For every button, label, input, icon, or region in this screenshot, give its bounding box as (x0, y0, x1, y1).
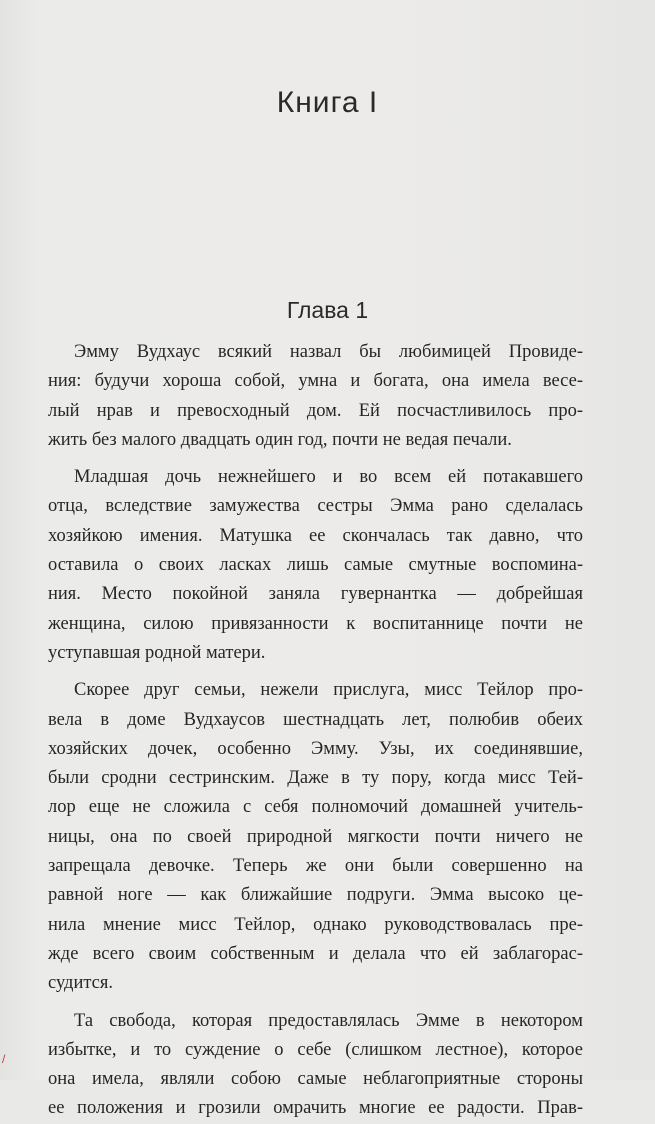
text-line: Та свобода, которая предоставлялась Эмме в некотором (74, 1010, 583, 1031)
text-line: Скорее друг семьи, нежели прислуга, мисс Тейлор про- (74, 680, 583, 701)
text-line: женщина, силою привязанности к воспитаннице почти не (48, 613, 583, 634)
chapter-title: Глава 1 (286, 297, 369, 323)
page-edge-mark: / (2, 1052, 6, 1066)
text-line: хозяйкою имения. Матушка ее скончалась так давно, что (48, 525, 583, 546)
text-line: хозяйских дочек, особенно Эмму. Узы, их соединявшие, (48, 738, 583, 759)
text-line: уступавшая родной матери. (48, 642, 266, 663)
text-line: ния. Место покойной заняла гувернантка — добрейшая (48, 584, 583, 605)
text-line: жить без малого двадцать один год, почти не ведая печали. (48, 429, 512, 450)
text-line: Эмму Вудхаус всякий назвал бы любимицей Провиде- (74, 342, 583, 362)
text-line: были сродни сестринским. Даже в ту пору, когда мисс Тей- (48, 768, 583, 789)
paragraph (48, 676, 583, 998)
text-line: нила мнение мисс Тейлор, однако руководствовалась пре- (48, 914, 583, 935)
text-line: оставила о своих ласках лишь самые смутные воспомина- (48, 555, 583, 576)
text-line: ее положения и грозили омрачить многие ее радости. Прав- (48, 1098, 583, 1119)
text-line: лор еще не сложила с себя полномочий домашней учитель- (48, 797, 583, 818)
text-line: лый нрав и превосходный дом. Ей посчастливилось про- (48, 400, 583, 421)
text-line: вела в доме Вудхаусов шестнадцать лет, полюбив обеих (48, 709, 583, 730)
book-title: Книга I (276, 86, 379, 119)
text-line: ницы, она по своей природной мягкости почти ничего не (48, 826, 583, 847)
text-line: Младшая дочь нежнейшего и во всем ей потакавшего (74, 467, 583, 488)
text-line: отца, вследствие замужества сестры Эмма рано сделалась (48, 496, 583, 517)
text-line: она имела, являли собою самые неблагоприятные стороны (48, 1069, 583, 1090)
paragraph (48, 463, 583, 668)
text-line: судится. (48, 973, 114, 994)
paragraph (48, 1007, 583, 1124)
text-line: равной ноге — как ближайшие подруги. Эмма высоко це- (48, 885, 583, 906)
text-line: жде всего своим собственным и делала что ей заблагорас- (48, 943, 583, 964)
text-line: ния: будучи хороша собой, умна и богата, она имела весе- (48, 371, 583, 392)
text-line: избытке, и то суждение о себе (слишком лестное), которое (48, 1039, 583, 1060)
text-line: запрещала девочке. Теперь же они были совершенно на (48, 856, 583, 877)
chapter-body-text (48, 338, 583, 1124)
paragraph (48, 338, 583, 455)
